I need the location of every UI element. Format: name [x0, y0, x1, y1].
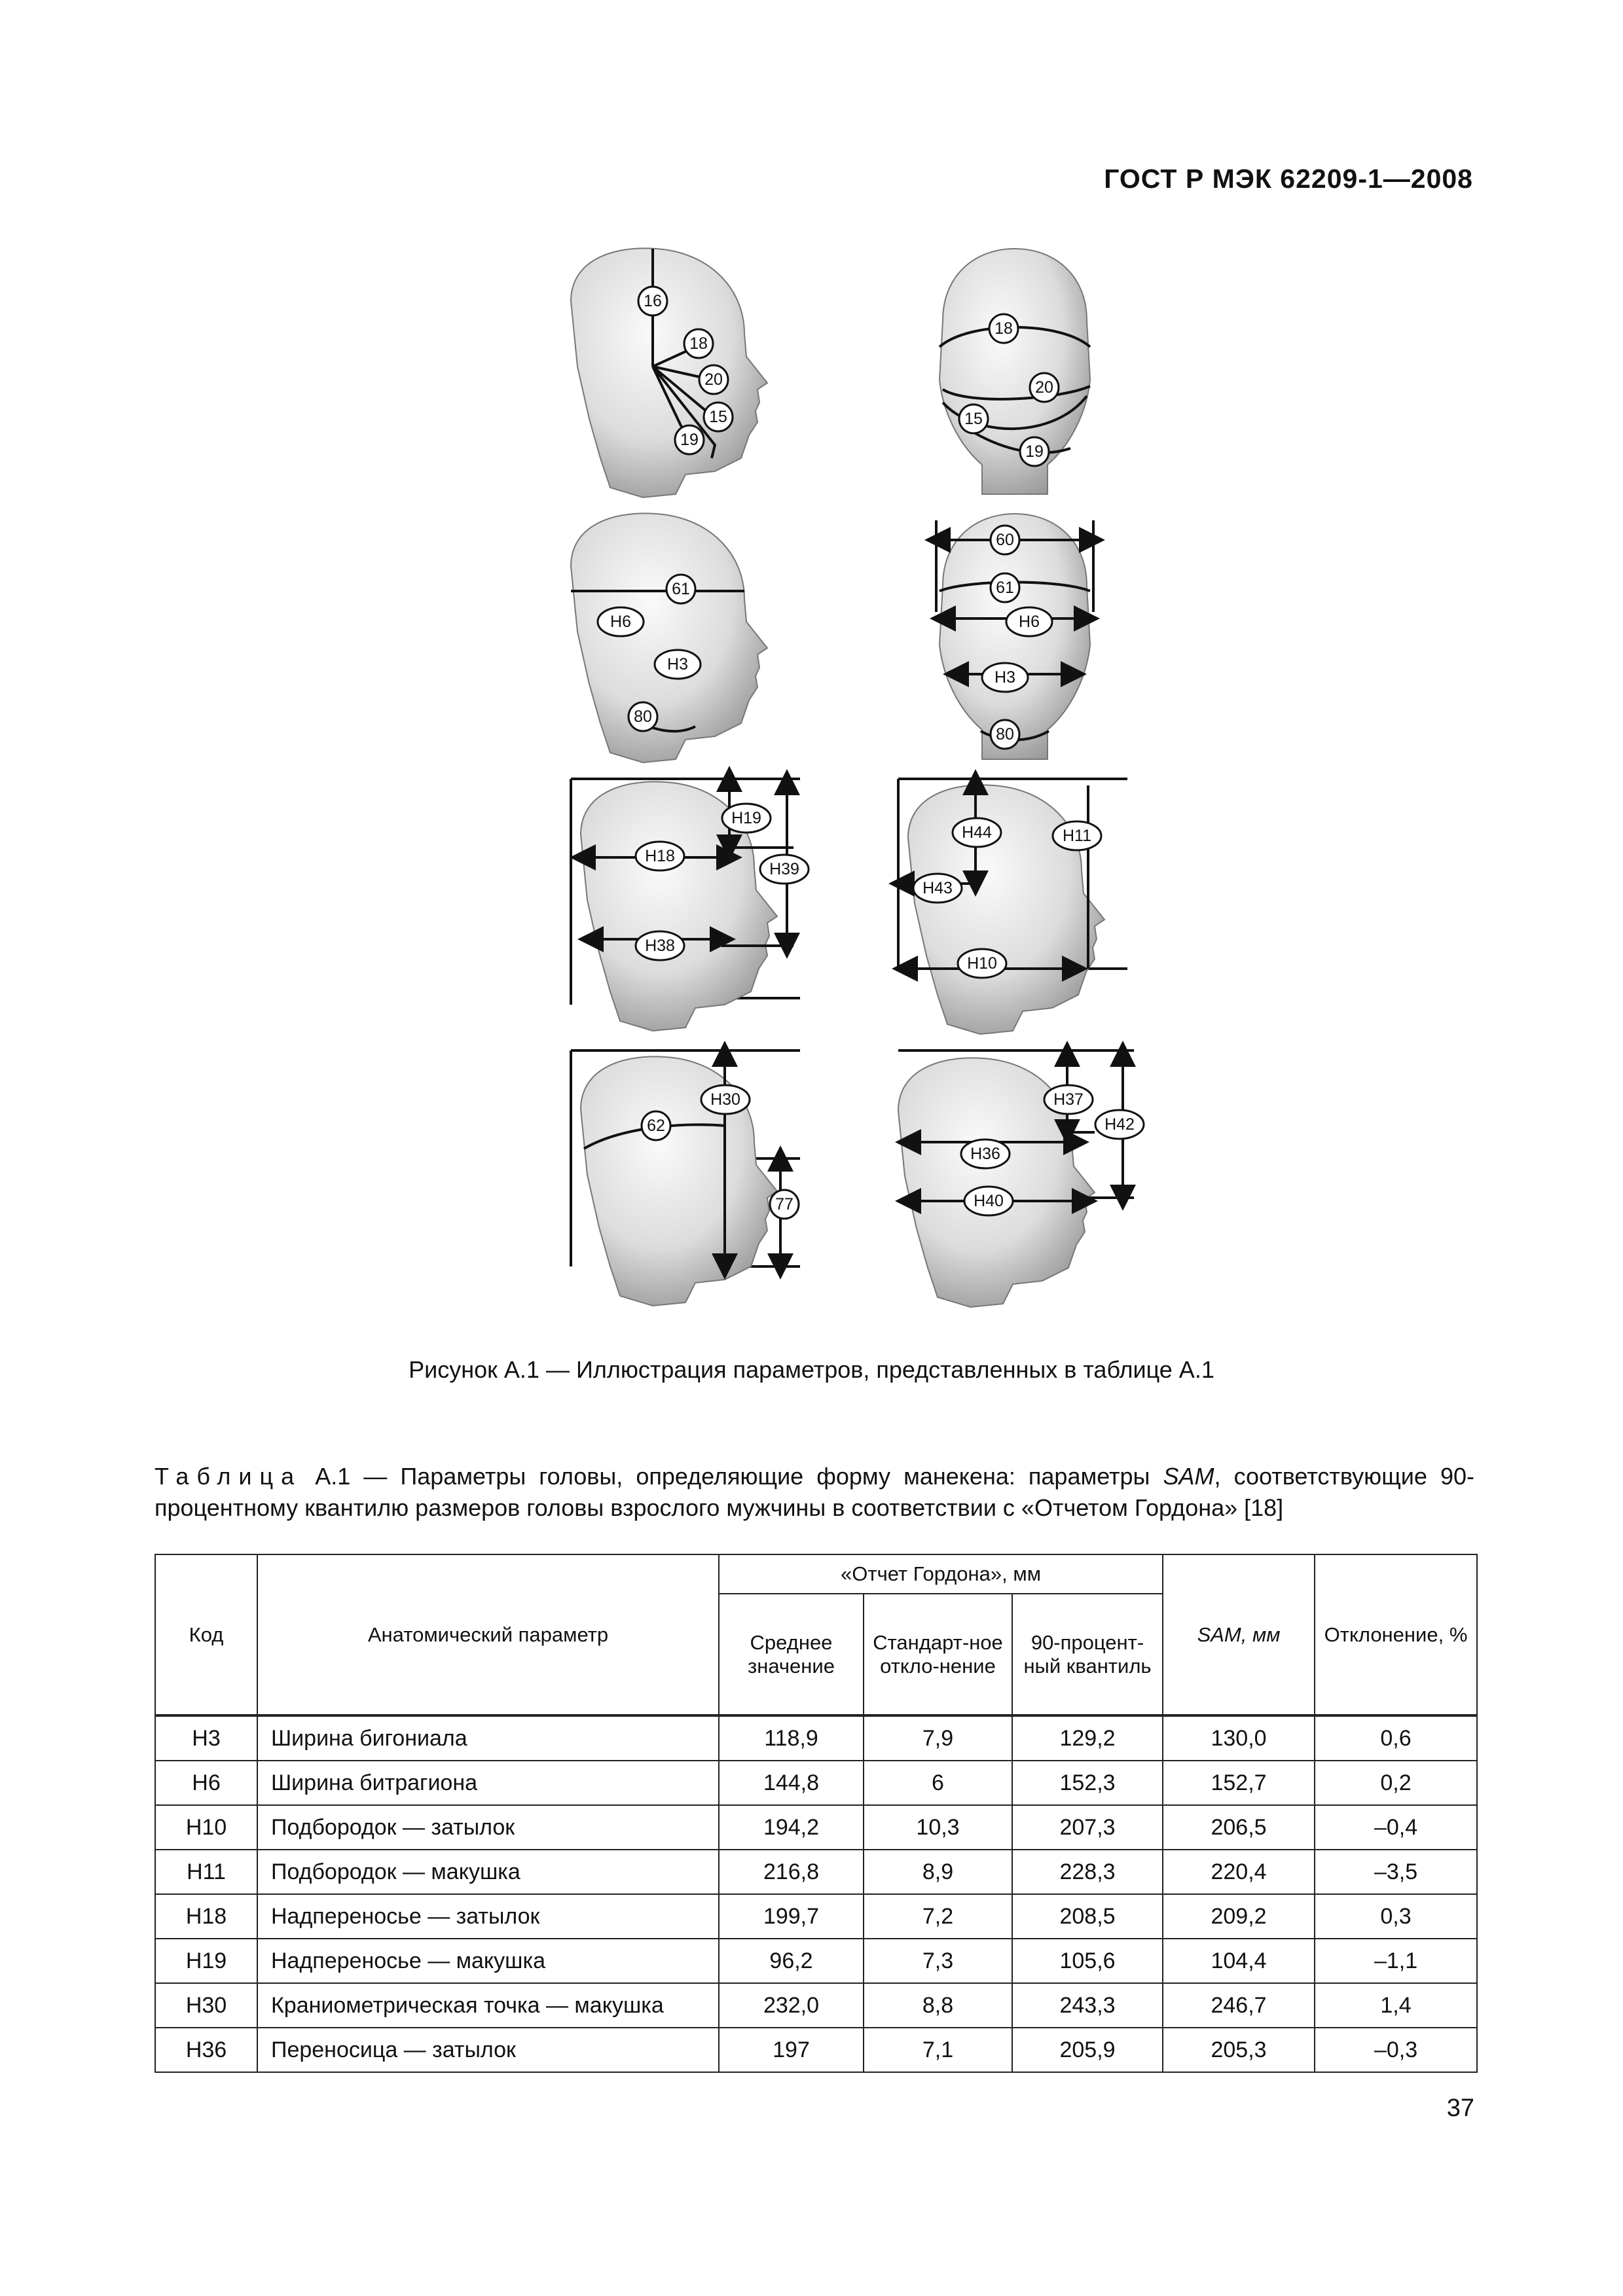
marker-label: 15 [964, 410, 983, 428]
marker [991, 573, 1019, 602]
cell-std: 8,9 [864, 1850, 1012, 1894]
cell-sam: 130,0 [1163, 1715, 1315, 1761]
cell-deviation: 1,4 [1315, 1983, 1477, 2028]
marker-label: 80 [996, 725, 1014, 744]
cell-code: Н3 [155, 1715, 257, 1761]
marker-label: H3 [667, 655, 688, 673]
header-std: Стандарт-ное откло-нение [864, 1594, 1012, 1715]
marker [642, 1111, 670, 1140]
header-gordon: «Отчет Гордона», мм [719, 1554, 1163, 1594]
cell-p90: 152,3 [1012, 1761, 1163, 1805]
cell-deviation: –0,3 [1315, 2028, 1477, 2072]
marker-label: 18 [689, 334, 708, 353]
marker [760, 855, 809, 884]
marker-label: H6 [610, 613, 631, 631]
table-row [155, 1983, 1477, 2028]
cell-param: Подбородок — затылок [257, 1805, 719, 1850]
marker [958, 949, 1006, 978]
cell-std: 7,3 [864, 1939, 1012, 1983]
cell-param: Переносица — затылок [257, 2028, 719, 2072]
marker [913, 874, 962, 903]
marker-label: 62 [647, 1117, 665, 1135]
cell-sam: 246,7 [1163, 1983, 1315, 2028]
cell-p90: 228,3 [1012, 1850, 1163, 1894]
cell-deviation: 0,3 [1315, 1894, 1477, 1939]
marker [1020, 437, 1049, 466]
cell-p90: 205,9 [1012, 2028, 1163, 2072]
marker-label: H18 [645, 847, 675, 865]
marker [675, 425, 704, 454]
marker-label: H10 [967, 954, 997, 973]
cell-mean: 96,2 [719, 1939, 864, 1983]
cell-param: Краниометрическая точка — макушка [257, 1983, 719, 2028]
cell-std: 7,9 [864, 1715, 1012, 1761]
table-row [155, 1805, 1477, 1850]
marker [1095, 1110, 1144, 1139]
marker-label: 19 [680, 431, 699, 449]
table-title [155, 1461, 1474, 1524]
cell-deviation: 0,2 [1315, 1761, 1477, 1805]
cell-code: Н6 [155, 1761, 257, 1805]
marker [598, 607, 644, 636]
cell-mean: 144,8 [719, 1761, 864, 1805]
figure-panel-3 [571, 513, 767, 762]
marker [699, 365, 728, 394]
table-row [155, 1850, 1477, 1894]
header-sam-text: SAM, мм [1197, 1623, 1281, 1646]
cell-mean: 232,0 [719, 1983, 864, 2028]
figure-panel-2 [939, 249, 1090, 494]
marker-label: 20 [1035, 378, 1053, 397]
marker [638, 287, 667, 315]
cell-code: Н30 [155, 1983, 257, 2028]
cell-sam: 104,4 [1163, 1939, 1315, 1983]
table-row [155, 1761, 1477, 1805]
cell-sam: 209,2 [1163, 1894, 1315, 1939]
page-number: 37 [1446, 2094, 1474, 2122]
header-sam [1163, 1554, 1315, 1715]
figure-caption: Рисунок А.1 — Иллюстрация параметров, представленных в таблице А.1 [409, 1356, 1214, 1383]
marker-label: H43 [922, 879, 953, 897]
figure-panel-6 [898, 779, 1127, 1034]
marker-label: 61 [672, 580, 690, 598]
cell-deviation: 0,6 [1315, 1715, 1477, 1761]
marker-label: H37 [1053, 1090, 1084, 1109]
marker-label: H3 [994, 668, 1015, 687]
marker-label: H6 [1019, 613, 1040, 631]
table-title-number: А.1 — Параметры головы, определяющие форму манекена: параметры [315, 1463, 1150, 1490]
header-code: Код [155, 1554, 257, 1715]
cell-sam: 206,5 [1163, 1805, 1315, 1850]
cell-std: 8,8 [864, 1983, 1012, 2028]
marker [636, 842, 684, 870]
marker [1044, 1085, 1093, 1114]
marker [989, 314, 1018, 343]
header-param: Анатомический параметр [257, 1554, 719, 1715]
cell-param: Ширина бигониала [257, 1715, 719, 1761]
cell-mean: 194,2 [719, 1805, 864, 1850]
marker [629, 702, 657, 731]
marker [684, 329, 713, 358]
table-title-sam: SAM [1163, 1463, 1214, 1490]
table-title-label: Таблица [155, 1463, 302, 1490]
cell-deviation: –0,4 [1315, 1805, 1477, 1850]
marker [964, 1187, 1013, 1215]
marker-label: 60 [996, 531, 1014, 549]
figure-panel-7 [571, 1050, 800, 1306]
cell-sam: 205,3 [1163, 2028, 1315, 2072]
document-header: ГОСТ Р МЭК 62209-1—2008 [1104, 164, 1473, 194]
cell-param: Надпереносье — затылок [257, 1894, 719, 1939]
table-row [155, 1939, 1477, 1983]
cell-p90: 207,3 [1012, 1805, 1163, 1850]
marker-label: H42 [1104, 1115, 1135, 1134]
cell-mean: 197 [719, 2028, 864, 2072]
marker-label: 61 [996, 579, 1014, 597]
cell-p90: 208,5 [1012, 1894, 1163, 1939]
marker-label: 77 [775, 1195, 793, 1213]
marker [959, 404, 988, 433]
header-mean: Среднее значение [719, 1594, 864, 1715]
marker [961, 1139, 1010, 1168]
cell-std: 7,1 [864, 2028, 1012, 2072]
cell-code: Н36 [155, 2028, 257, 2072]
cell-param: Ширина битрагиона [257, 1761, 719, 1805]
marker-label: 19 [1025, 442, 1044, 461]
cell-param: Подбородок — макушка [257, 1850, 719, 1894]
marker-label: H38 [645, 937, 675, 955]
cell-code: Н11 [155, 1850, 257, 1894]
cell-param: Надпереносье — макушка [257, 1939, 719, 1983]
marker [1053, 821, 1101, 850]
cell-std: 10,3 [864, 1805, 1012, 1850]
header-deviation: Отклонение, % [1315, 1554, 1477, 1715]
cell-code: Н10 [155, 1805, 257, 1850]
marker-label: 18 [994, 319, 1013, 338]
marker-label: 16 [644, 292, 662, 310]
marker [991, 526, 1019, 554]
marker [1006, 607, 1052, 636]
cell-std: 7,2 [864, 1894, 1012, 1939]
cell-std: 6 [864, 1761, 1012, 1805]
table-row [155, 1894, 1477, 1939]
table-row [155, 1715, 1477, 1761]
cell-sam: 152,7 [1163, 1761, 1315, 1805]
marker [722, 804, 771, 833]
marker [953, 818, 1001, 847]
cell-mean: 199,7 [719, 1894, 864, 1939]
marker-label: 15 [709, 408, 727, 426]
marker [991, 720, 1019, 749]
figure-panel-1 [571, 248, 767, 497]
cell-mean: 118,9 [719, 1715, 864, 1761]
marker-label: H36 [970, 1145, 1000, 1163]
cell-deviation: –3,5 [1315, 1850, 1477, 1894]
marker-label: H39 [769, 860, 799, 878]
marker [770, 1190, 799, 1219]
marker [655, 650, 701, 679]
cell-code: Н19 [155, 1939, 257, 1983]
cell-deviation: –1,1 [1315, 1939, 1477, 1983]
cell-code: Н18 [155, 1894, 257, 1939]
cell-sam: 220,4 [1163, 1850, 1315, 1894]
cell-mean: 216,8 [719, 1850, 864, 1894]
marker [701, 1085, 750, 1114]
marker-label: H30 [710, 1090, 740, 1109]
marker [982, 663, 1028, 692]
marker [1030, 373, 1059, 402]
marker-label: H44 [962, 823, 992, 842]
cell-p90: 129,2 [1012, 1715, 1163, 1761]
marker [704, 403, 733, 431]
cell-p90: 243,3 [1012, 1983, 1163, 2028]
table-title-rest: , соответствующие 90-процентному квантилю размеров головы взрослого мужчины в соответствии с «Отчетом Гордона» [18] [155, 1463, 1474, 1521]
marker [666, 575, 695, 603]
table-row [155, 2028, 1477, 2072]
marker-label: H19 [731, 809, 761, 827]
figure-panel-8 [898, 1050, 1134, 1307]
marker-label: 20 [704, 370, 723, 389]
header-p90: 90-процент-ный квантиль [1012, 1594, 1163, 1715]
marker-label: H40 [974, 1192, 1004, 1210]
marker-label: 80 [634, 708, 652, 726]
marker [636, 931, 684, 960]
marker-label: H11 [1062, 827, 1092, 845]
head-parameters-table [155, 1554, 1478, 2073]
cell-p90: 105,6 [1012, 1939, 1163, 1983]
